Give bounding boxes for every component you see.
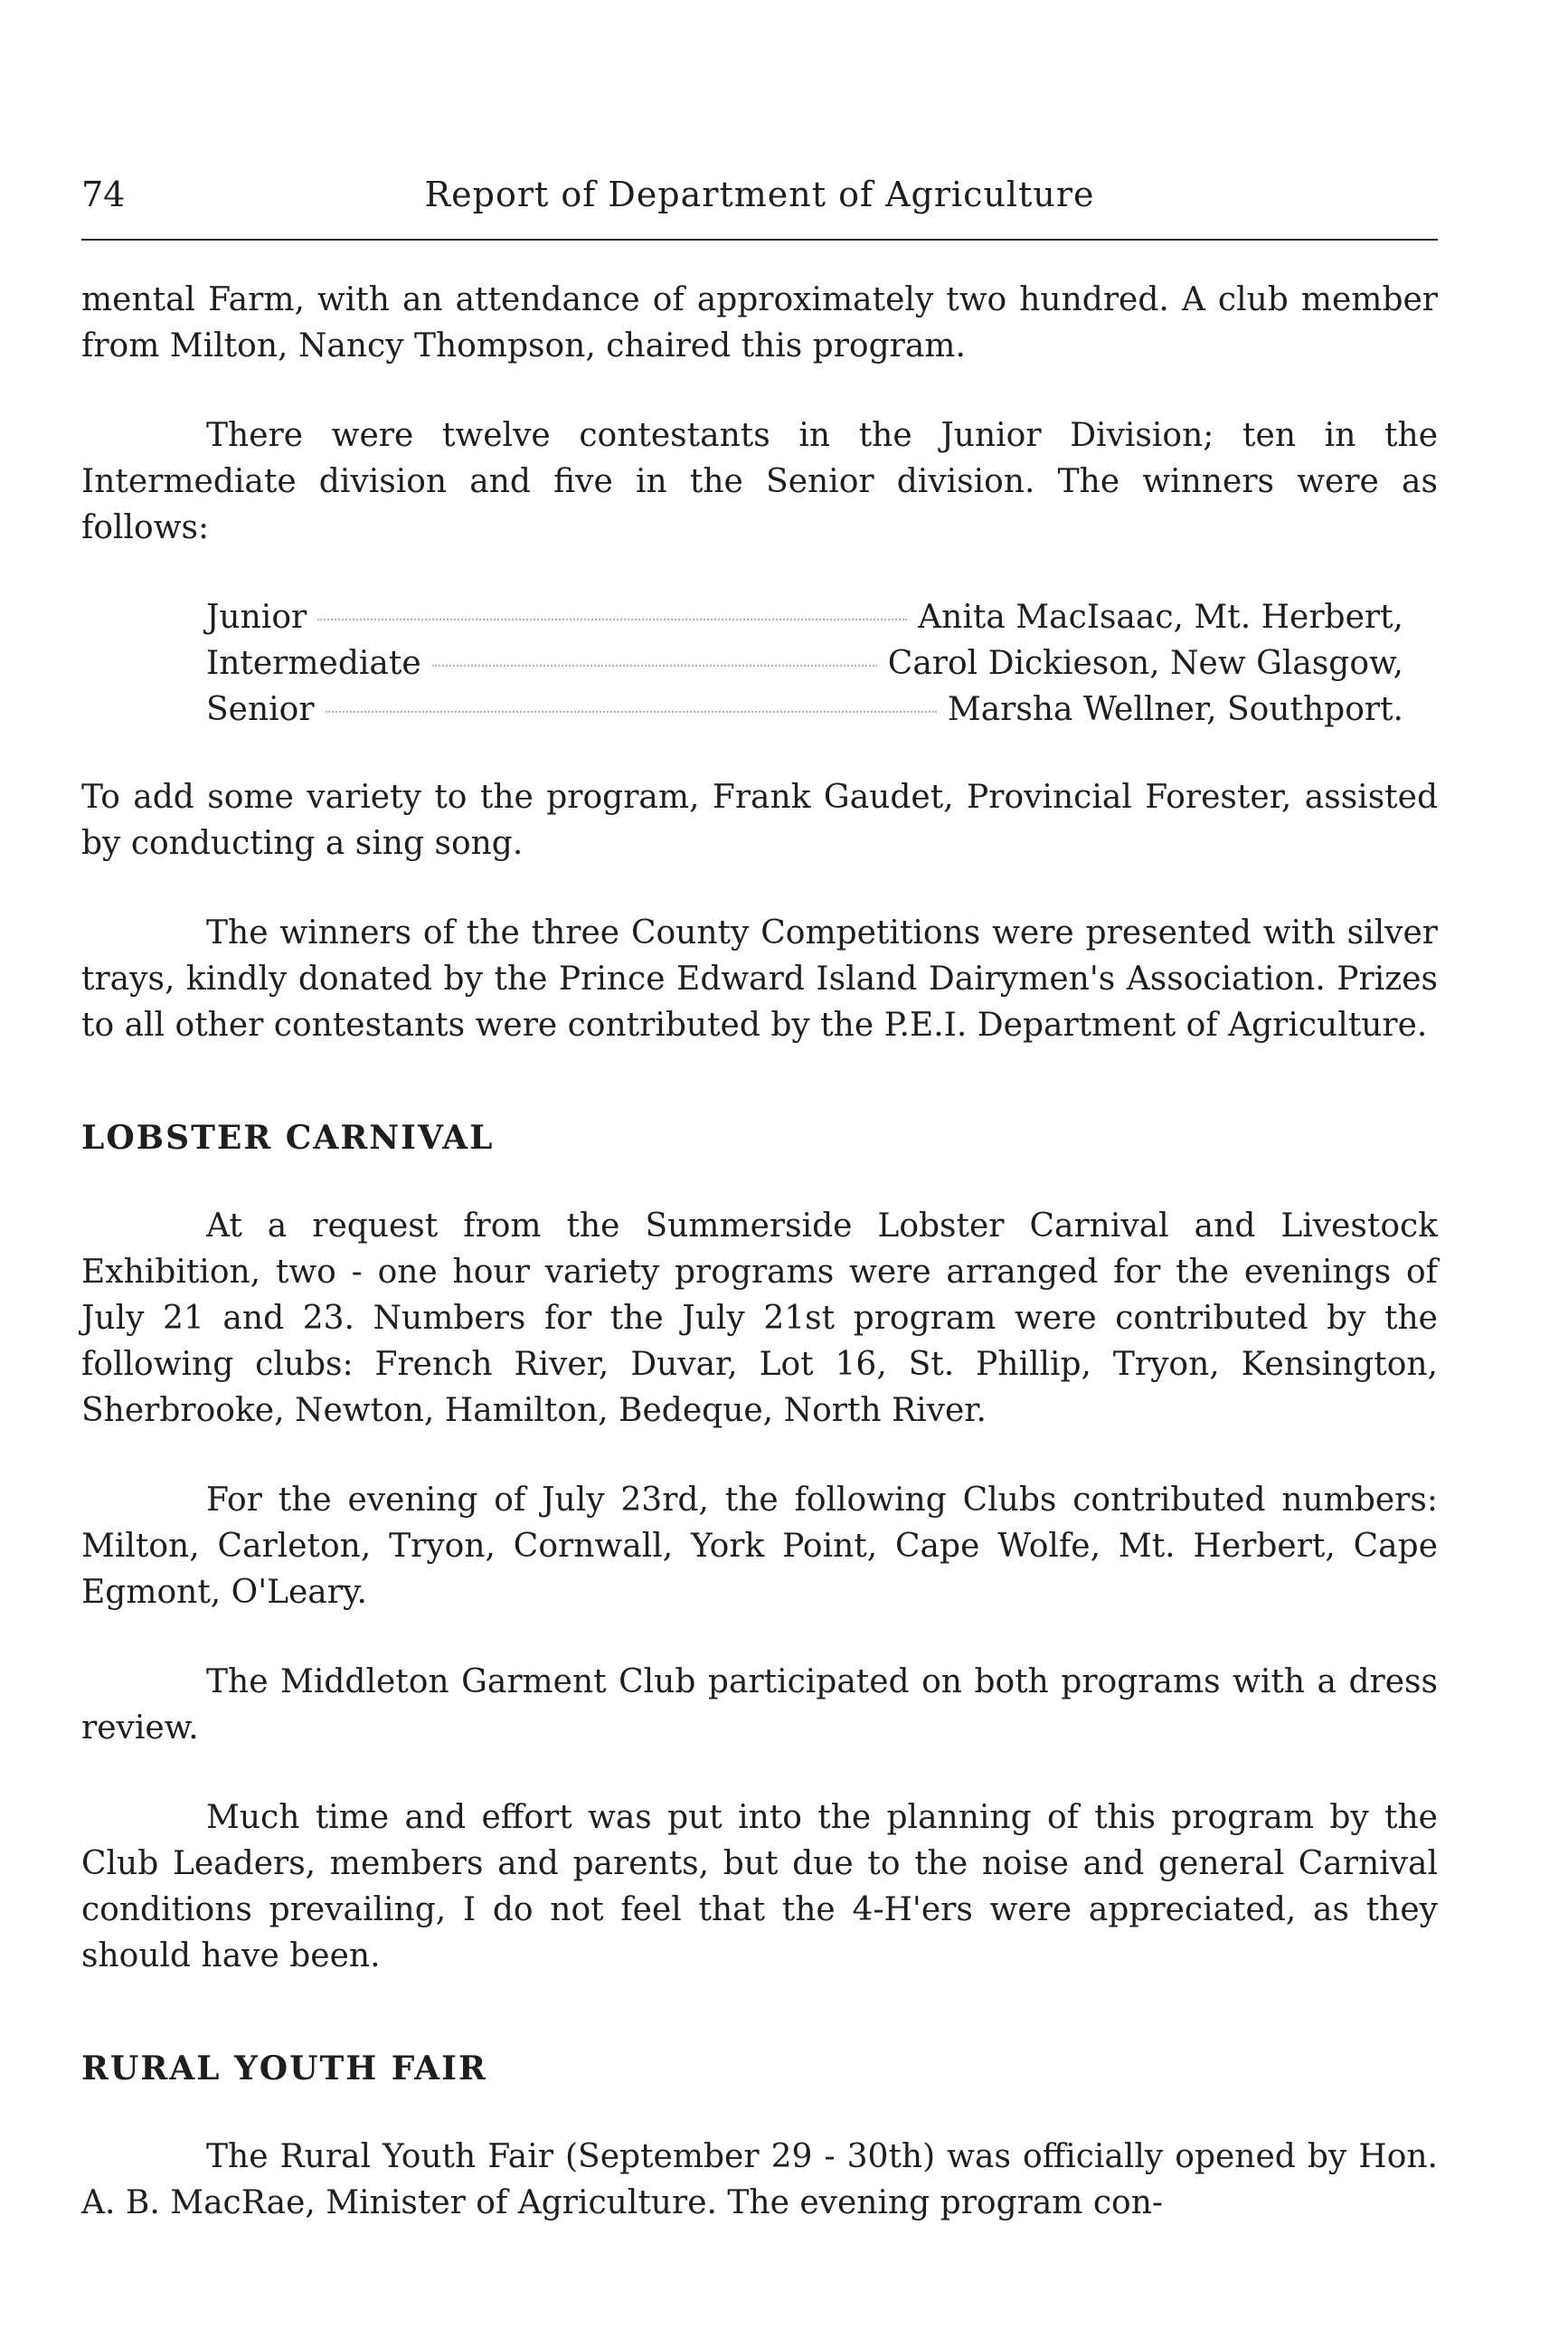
- paragraph-contestants: There were twelve contestants in the Junior Division; ten in the Intermediate division and five in the Senior division. The winners were as follows:: [81, 417, 1438, 546]
- header-rule: [81, 239, 1438, 241]
- dot-leader: [432, 665, 877, 667]
- winner-row-intermediate: [206, 640, 1403, 686]
- paragraph-july-23: For the evening of July 23rd, the following Clubs contributed numbers: Milton, Carleton, Tryon, Cornwall, York Point, Cape Wolfe, Mt. Herbert, Cape Egmont, O'Leary.: [81, 1482, 1438, 1611]
- paragraph-lobster-carnival-request: At a request from the Summerside Lobster Carnival and Livestock Exhibition, two - one hour variety programs were arranged for the evenings of July 21 and 23. Numbers for the July 21st program were contributed by the following clubs: French River, Duvar, Lot 16, St. Phillip, Tryon, Kensington, Sherbrooke, Newton, Hamilton, Bedeque, North River.: [81, 1207, 1438, 1429]
- paragraph-milton-program: mental Farm, with an attendance of approximately two hundred. A club member from Milton, Nancy Thompson, chaired this program.: [81, 281, 1438, 364]
- paragraph-rural-youth-fair: The Rural Youth Fair (September 29 - 30th) was officially opened by Hon. A. B. MacRae, Minister of Agriculture. The evening program con-: [81, 2138, 1438, 2221]
- division-label: Intermediate: [206, 645, 421, 682]
- running-title: Report of Department of Agriculture: [424, 175, 1095, 214]
- heading-rural-youth-fair: RURAL YOUTH FAIR: [81, 2050, 487, 2088]
- dot-leader: [317, 619, 907, 620]
- document-page: [81, 163, 1438, 2226]
- paragraph-silver-trays: The winners of the three County Competitions were presented with silver trays, kindly donated by the Prince Edward Island Dairymen's Association. Prizes to all other contestants were contributed by the P.E.I. Department of Agriculture.: [81, 914, 1438, 1044]
- winner-row-junior: [206, 594, 1403, 640]
- winners-list: [206, 594, 1403, 733]
- heading-lobster-carnival: LOBSTER CARNIVAL: [81, 1119, 495, 1157]
- paragraph-planning-effort: Much time and effort was put into the planning of this program by the Club Leaders, members and parents, but due to the noise and general Carnival conditions prevailing, I do not feel that the 4-H'ers were appreciated, as they should have been.: [81, 1799, 1438, 1974]
- paragraph-middleton-garment: The Middleton Garment Club participated on both programs with a dress review.: [81, 1663, 1438, 1747]
- winner-name: Marsha Wellner, Southport.: [947, 691, 1403, 728]
- division-label: Senior: [206, 691, 315, 728]
- winner-name: Anita MacIsaac, Mt. Herbert,: [918, 599, 1403, 636]
- dot-leader: [326, 711, 937, 713]
- paragraph-sing-song: To add some variety to the program, Frank Gaudet, Provincial Forester, assisted by conducting a sing song.: [81, 779, 1438, 862]
- winner-name: Carol Dickieson, New Glasgow,: [887, 645, 1403, 682]
- page-number: 74: [81, 175, 126, 214]
- division-label: Junior: [206, 599, 307, 636]
- running-header: [81, 163, 1438, 226]
- winner-row-senior: [206, 686, 1403, 733]
